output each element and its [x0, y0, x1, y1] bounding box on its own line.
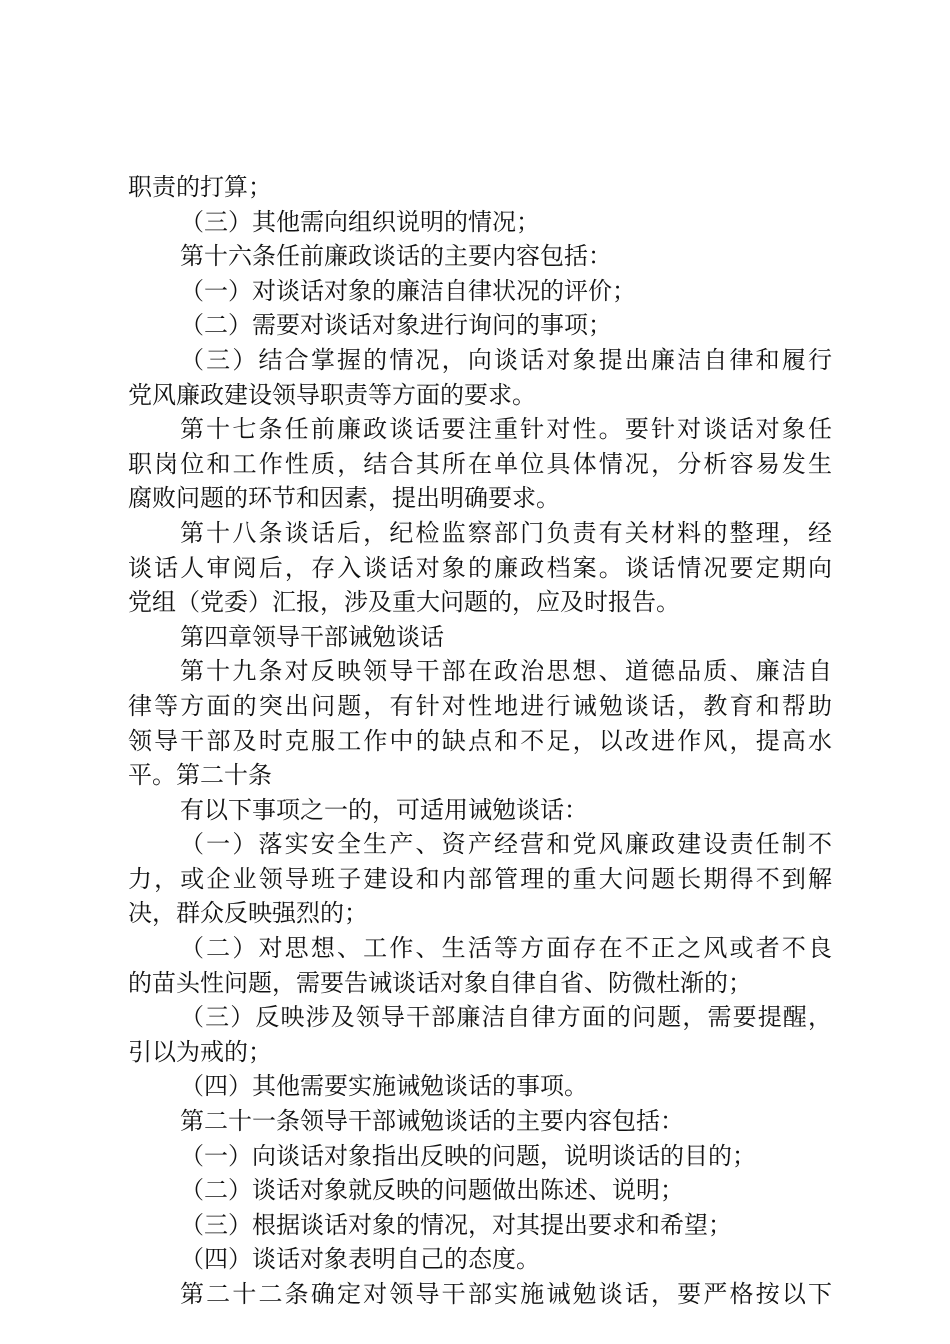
text-line: （三）其他需向组织说明的情况； [180, 207, 540, 236]
text-line: 职责的打算； [128, 173, 272, 201]
text-line: 第十六条任前廉政谈话的主要内容包括： [180, 242, 612, 271]
text-line: 律等方面的突出问题，有针对性地进行诫勉谈话，教育和帮助 [128, 691, 832, 720]
text-line: 有以下事项之一的，可适用诫勉谈话： [180, 795, 588, 824]
text-line: 职岗位和工作性质，结合其所在单位具体情况，分析容易发生 [128, 449, 832, 478]
text-line: （三）反映涉及领导干部廉洁自律方面的问题，需要提醒， [180, 1003, 832, 1032]
chapter-heading: 第四章领导干部诫勉谈话 [180, 622, 444, 651]
text-line: 的苗头性问题，需要告诫谈话对象自律自省、防微杜渐的； [128, 968, 752, 997]
text-line: 平。第二十条 [128, 761, 272, 790]
text-line: （四）谈话对象表明自己的态度。 [180, 1245, 540, 1274]
text-line: （二）对思想、工作、生活等方面存在不正之风或者不良 [180, 934, 832, 963]
text-line: （一）落实安全生产、资产经营和党风廉政建设责任制不 [180, 830, 832, 859]
text-line: 第十九条对反映领导干部在政治思想、道德品质、廉洁自 [180, 657, 832, 686]
text-line: （三）结合掌握的情况，向谈话对象提出廉洁自律和履行 [180, 345, 832, 374]
text-line: （一）对谈话对象的廉洁自律状况的评价； [180, 276, 636, 305]
text-line: （二）谈话对象就反映的问题做出陈述、说明； [180, 1176, 684, 1205]
text-line: 引以为戒的； [128, 1037, 272, 1066]
text-line: 第二十二条确定对领导干部实施诫勉谈话，要严格按以下 [180, 1280, 832, 1308]
text-line: 党组（党委）汇报，涉及重大问题的，应及时报告。 [128, 588, 680, 617]
text-line: 腐败问题的环节和因素，提出明确要求。 [128, 484, 560, 513]
document-body [128, 170, 832, 1312]
text-line: （一）向谈话对象指出反映的问题，说明谈话的目的； [180, 1141, 756, 1170]
text-line: （四）其他需要实施诫勉谈话的事项。 [180, 1072, 588, 1101]
text-line: 决，群众反映强烈的； [128, 899, 368, 928]
text-line: 领导干部及时克服工作中的缺点和不足，以改进作风，提高水 [128, 726, 832, 755]
text-line: 第十七条任前廉政谈话要注重针对性。要针对谈话对象任 [180, 415, 832, 444]
text-line: （三）根据谈话对象的情况，对其提出要求和希望； [180, 1210, 732, 1239]
text-line: 党风廉政建设领导职责等方面的要求。 [128, 380, 536, 409]
text-line: 谈话人审阅后，存入谈话对象的廉政档案。谈话情况要定期向 [128, 553, 832, 582]
text-line: 第十八条谈话后，纪检监察部门负责有关材料的整理，经 [180, 518, 832, 547]
text-line: 力，或企业领导班子建设和内部管理的重大问题长期得不到解 [128, 864, 832, 893]
text-line: （二）需要对谈话对象进行询问的事项； [180, 311, 612, 340]
text-line: 第二十一条领导干部诫勉谈话的主要内容包括： [180, 1107, 684, 1136]
